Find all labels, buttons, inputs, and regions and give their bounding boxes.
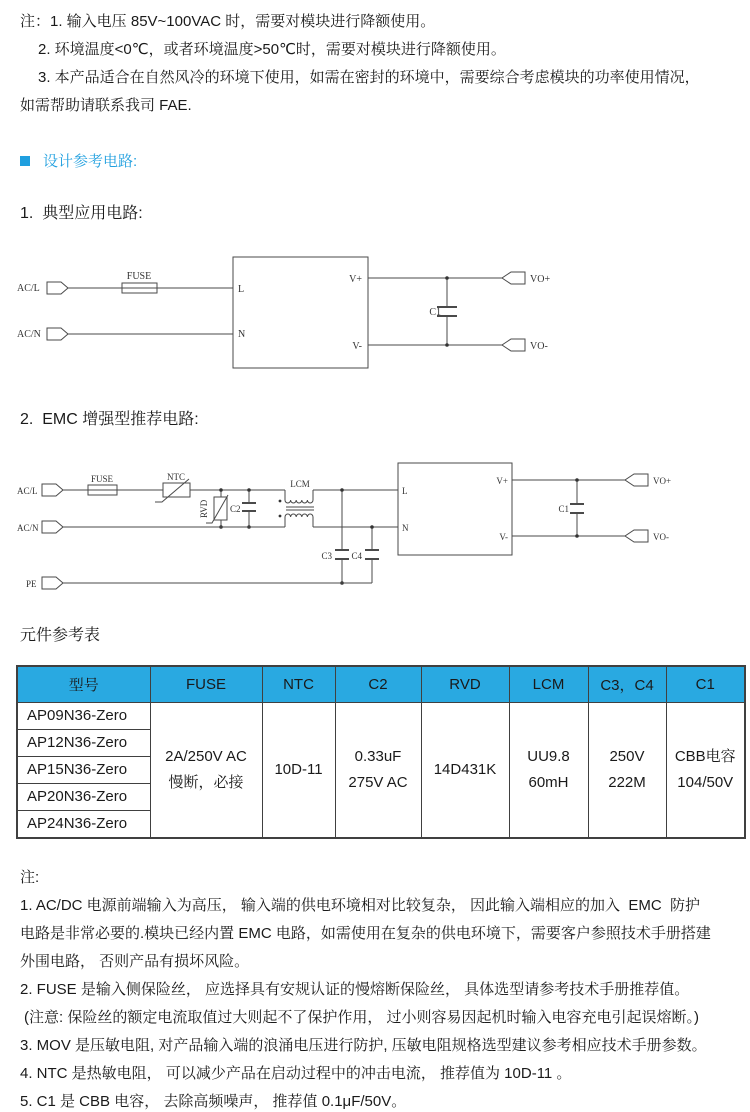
rvd-label: RVD	[199, 499, 209, 518]
col-header-model: 型号	[17, 666, 150, 703]
col-header-c1: C1	[666, 666, 745, 703]
ac-n-connector	[42, 521, 63, 533]
ntc-value-cell: 10D-11	[262, 703, 335, 839]
ac-n-label: AC/N	[17, 329, 41, 340]
pe-connector	[42, 577, 63, 589]
typical-application-circuit-diagram	[0, 245, 750, 405]
bottom-note-5: 5. C1 是 CBB 电容， 去除高频噪声， 推荐值 0.1μF/50V。	[20, 1093, 407, 1110]
lcm-bottom-winding	[285, 514, 313, 517]
col-header-c2: C2	[335, 666, 421, 703]
ac-n-label: AC/N	[17, 523, 39, 533]
bottom-note-4: 4. NTC 是热敏电阻， 可以减少产品在启动过程中的冲击电流， 推荐值为 10D-11 。	[20, 1065, 572, 1082]
junction-dot	[219, 488, 223, 492]
bottom-note-2: 2. FUSE 是输入侧保险丝， 应选择具有安规认证的慢熔断保险丝， 具体选型请参考技术手册推荐值。	[20, 981, 690, 998]
col-header-rvd: RVD	[421, 666, 509, 703]
model-cell: AP09N36-Zero	[17, 703, 150, 730]
phase-dot	[279, 500, 282, 503]
circuit1-title: 1. 典型应用电路:	[20, 205, 143, 222]
junction-dot	[340, 488, 344, 492]
top-note-2: 2. 环境温度<0℃，或者环境温度>50℃时，需要对模块进行降额使用。	[38, 41, 506, 58]
junction-dot	[445, 343, 449, 347]
lcm-value-line: UU9.8	[527, 748, 570, 765]
top-note-3: 3. 本产品适合在自然风冷的环境下使用，如需在密封的环境中，需要综合考虑模块的功率使用情况，	[38, 69, 700, 86]
model-cell: AP24N36-Zero	[17, 811, 150, 839]
vo-minus-label: VO-	[530, 341, 548, 352]
v-plus-label: V+	[496, 476, 508, 486]
top-notes	[20, 8, 734, 120]
vo-plus-label: VO+	[530, 274, 551, 285]
module-box	[398, 463, 512, 555]
ac-l-label: AC/L	[17, 486, 38, 496]
junction-dot	[247, 488, 251, 492]
top-note-4: 如需帮助请联系我司 FAE.	[20, 97, 192, 114]
pin-l-label: L	[402, 486, 408, 496]
section-header	[20, 150, 137, 171]
rvd-diagonal	[206, 495, 228, 523]
fuse-value-line: 慢断，必接	[168, 774, 244, 791]
model-cell: AP20N36-Zero	[17, 784, 150, 811]
bottom-note-1b: 电路是非常必要的.模块已经内置 EMC 电路，如需使用在复杂的供电环境下，需要客户参照技术手册搭建	[20, 925, 711, 942]
c2-value-cell	[335, 703, 421, 839]
bottom-notes	[20, 864, 736, 1112]
fuse-value-cell	[150, 703, 262, 839]
c1-value-cell	[666, 703, 745, 839]
junction-dot	[445, 276, 449, 280]
c1-value-line: CBB电容	[674, 748, 736, 765]
c1-label: C1	[429, 307, 441, 318]
v-minus-label: V-	[352, 341, 362, 352]
component-reference-table	[16, 665, 746, 839]
col-header-ntc: NTC	[262, 666, 335, 703]
model-cell: AP15N36-Zero	[17, 757, 150, 784]
pe-label: PE	[26, 579, 37, 589]
ac-l-label: AC/L	[17, 283, 40, 294]
fuse-label: FUSE	[126, 271, 152, 282]
ntc-label: NTC	[167, 472, 185, 482]
ac-l-connector	[42, 484, 63, 496]
fuse-value-line: 2A/250V AC	[165, 748, 247, 765]
c3c4-value-line: 222M	[608, 774, 646, 791]
bottom-note-1c: 外围电路， 否则产品有损坏风险。	[20, 953, 250, 970]
vo-minus-connector	[502, 339, 525, 351]
ac-n-connector	[47, 328, 68, 340]
lcm-value-line: 60mH	[528, 774, 569, 791]
pin-n-label: N	[238, 329, 246, 340]
c2-value-line: 0.33uF	[354, 748, 402, 765]
col-header-c3c4: C3，C4	[588, 666, 666, 703]
vo-plus-connector	[625, 474, 648, 486]
bottom-notes-heading: 注:	[20, 869, 40, 886]
phase-dot	[279, 515, 282, 518]
col-header-lcm: LCM	[509, 666, 588, 703]
col-header-fuse: FUSE	[150, 666, 262, 703]
top-note-1: 注：1. 输入电压 85V~100VAC 时，需要对模块进行降额使用。	[20, 13, 436, 30]
square-bullet-icon	[20, 156, 30, 166]
pin-n-label: N	[402, 523, 409, 533]
junction-dot	[575, 534, 579, 538]
vo-minus-label: VO-	[653, 532, 669, 542]
table-header-row	[17, 666, 745, 703]
fuse-label: FUSE	[90, 474, 114, 484]
c2-label: C2	[230, 504, 241, 514]
lcm-value-cell	[509, 703, 588, 839]
pin-l-label: L	[238, 284, 245, 295]
circuit2-title: 2. EMC 增强型推荐电路:	[20, 411, 199, 428]
vo-minus-connector	[625, 530, 648, 542]
c1-label: C1	[558, 504, 569, 514]
lcm-top-winding	[285, 500, 313, 503]
module-box	[233, 257, 368, 368]
table-row	[17, 703, 745, 730]
c1-value-line: 104/50V	[677, 774, 734, 791]
bottom-note-1: 1. AC/DC 电源前端输入为高压， 输入端的供电环境相对比较复杂， 因此输入端相应的加入 EMC 防护	[20, 897, 701, 914]
rvd-value-cell: 14D431K	[421, 703, 509, 839]
c3-label: C3	[321, 551, 332, 561]
bottom-note-3: 3. MOV 是压敏电阻, 对产品输入端的浪涌电压进行防护, 压敏电阻规格选型建议参考相应技术手册参数。	[20, 1037, 707, 1054]
vo-plus-connector	[502, 272, 525, 284]
c4-label: C4	[351, 551, 362, 561]
table-title: 元件参考表	[20, 627, 101, 644]
emc-enhanced-circuit-diagram	[0, 455, 750, 605]
c2-value-line: 275V AC	[348, 774, 408, 791]
junction-dot	[575, 478, 579, 482]
v-minus-label: V-	[499, 532, 508, 542]
c3c4-value-line: 250V	[609, 748, 645, 765]
vo-plus-label: VO+	[653, 476, 672, 486]
ac-l-connector	[47, 282, 68, 294]
model-cell: AP12N36-Zero	[17, 730, 150, 757]
lcm-label: LCM	[290, 479, 310, 489]
section-header-label: 设计参考电路:	[43, 153, 138, 170]
v-plus-label: V+	[349, 274, 362, 285]
c3c4-value-cell	[588, 703, 666, 839]
bottom-note-2b: (注意: 保险丝的额定电流取值过大则起不了保护作用， 过小则容易因起机时输入电容充电引起误熔断。)	[24, 1009, 699, 1026]
junction-dot	[370, 525, 374, 529]
